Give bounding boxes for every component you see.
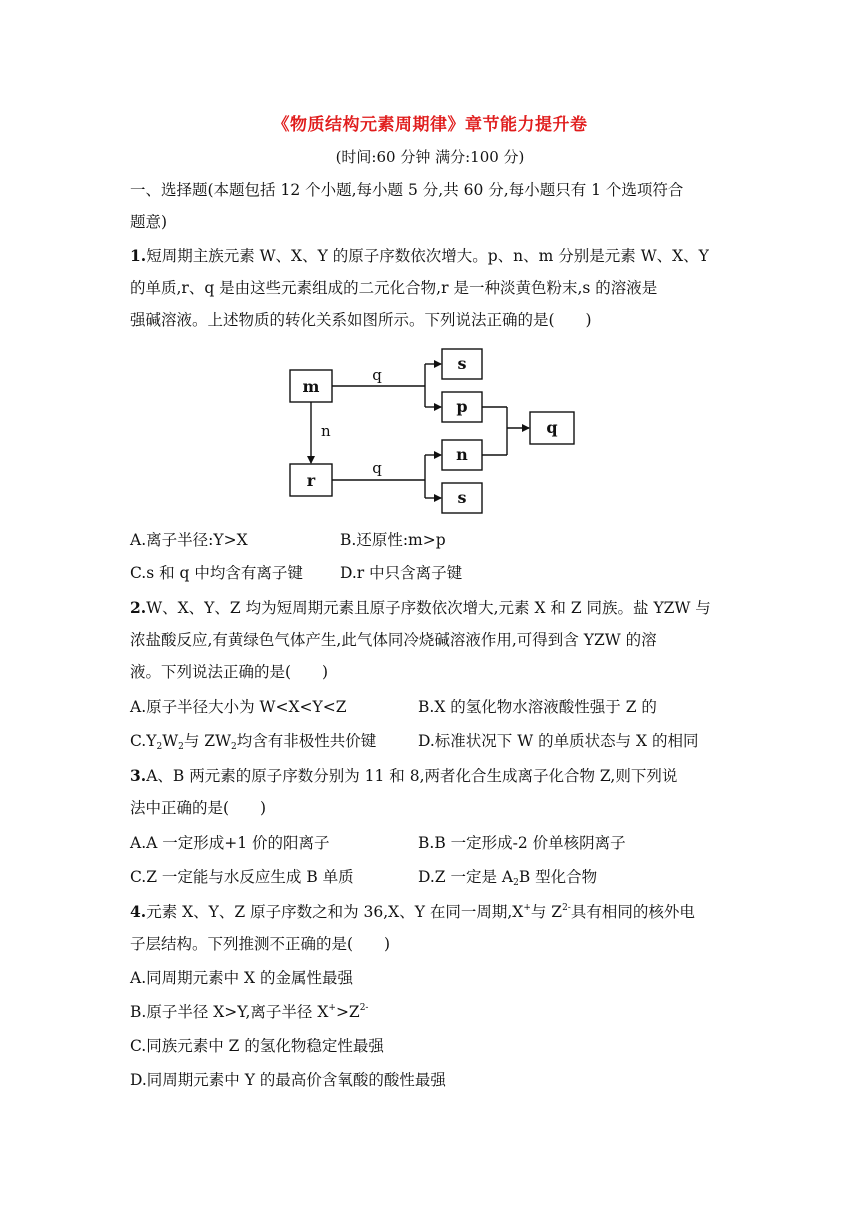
question-4-line1: 4.元素 X、Y、Z 原子序数之和为 36,X、Y 在同一周期,X+与 $Z^{2-}$具有相同的核外电 [130,902,695,921]
question-3-number: 3. [130,766,147,785]
question-2-option-c: $C.Y_2W_2$与 $ZW_2$均含有非极性共价键 [130,732,377,752]
question-2-number: 2. [130,598,147,617]
question-3-text-1: A、B 两元素的原子序数分别为 11 和 8,两者化合生成离子化合物 Z,则下列说 [146,767,678,785]
question-2-line2: 浓盐酸反应,有黄绿色气体产生,此气体同冷烧碱溶液作用,可得到含 YZW 的溶 [130,631,657,649]
section-heading-line2: 题意) [130,213,168,231]
question-1-text-1: 短周期主族元素 W、X、Y 的原子序数依次增大。p、n、m 分别是元素 W、X、Y [146,247,709,265]
question-4-option-c: C.同族元素中 Z 的氢化物稳定性最强 [130,1037,384,1055]
question-3-line1 [130,766,677,786]
question-1-line2: 的单质,r、q 是由这些元素组成的二元化合物,r 是一种淡黄色粉末,s 的溶液是 [130,279,658,297]
question-3-option-d: D.Z 一定是 $A_2B$ 型化合物 [418,868,598,888]
document-subtitle: (时间:60 分钟 满分:100 分) [335,148,525,166]
question-1-line1 [130,246,709,266]
question-4-option-d: D.同周期元素中 Y 的最高价含氧酸的酸性最强 [130,1071,446,1089]
question-1-option-a: A.离子半径:Y>X [130,531,248,549]
question-2-line1 [130,598,711,618]
node-m-label: m [302,377,320,396]
document-title: 《物质结构元素周期律》章节能力提升卷 [272,115,588,135]
question-2-option-a: A.原子半径大小为 W<X<Y<Z [130,698,347,716]
edge-q-bottom-label: q [372,459,382,477]
question-1-option-c: C.s 和 q 中均含有离子键 [130,564,303,582]
section-heading-line1: 一、选择题(本题包括 12 个小题,每小题 5 分,共 60 分,每小题只有 1 个选项符合 [130,181,684,199]
question-2-option-d: D.标准状况下 W 的单质状态与 X 的相同 [418,732,699,750]
question-1-line3: 强碱溶液。上述物质的转化关系如图所示。下列说法正确的是( ) [130,311,592,329]
edge-q-top-label: q [372,366,382,384]
question-1-number: 1. [130,246,147,265]
question-3-line2: 法中正确的是( ) [130,799,267,817]
question-2-text-1: W、X、Y、Z 均为短周期元素且原子序数依次增大,元素 X 和 Z 同族。盐 YZW 与 [146,599,711,617]
question-3-option-a: A.A 一定形成+1 价的阳离子 [130,834,330,852]
node-r-label: r [306,471,316,490]
question-3-option-b: B.B 一定形成-2 价单核阴离子 [418,834,626,852]
node-n-label: n [456,445,468,464]
question-2-option-b: B.X 的氢化物水溶液酸性强于 Z 的 [418,698,657,716]
question-1-option-b: B.还原性:m>p [340,531,446,549]
question-4-option-a: A.同周期元素中 X 的金属性最强 [130,969,354,987]
question-4-number: 4. [130,902,147,921]
question-1-option-d: D.r 中只含离子键 [340,564,463,582]
reaction-diagram [285,340,585,520]
node-s-bottom-label: s [457,488,467,507]
question-3-option-c: C.Z 一定能与水反应生成 B 单质 [130,868,354,886]
node-p-label: p [456,397,468,416]
question-4-line2: 子层结构。下列推测不正确的是( ) [130,935,391,953]
node-s-top-label: s [457,354,467,373]
question-4-option-b: B.原子半径 X>Y,离子半径 $X^+>Z^{2-}$ [130,1003,369,1021]
edge-n-label: n [321,422,331,440]
question-2-line3: 液。下列说法正确的是( ) [130,663,329,681]
node-q-label: q [546,418,558,437]
